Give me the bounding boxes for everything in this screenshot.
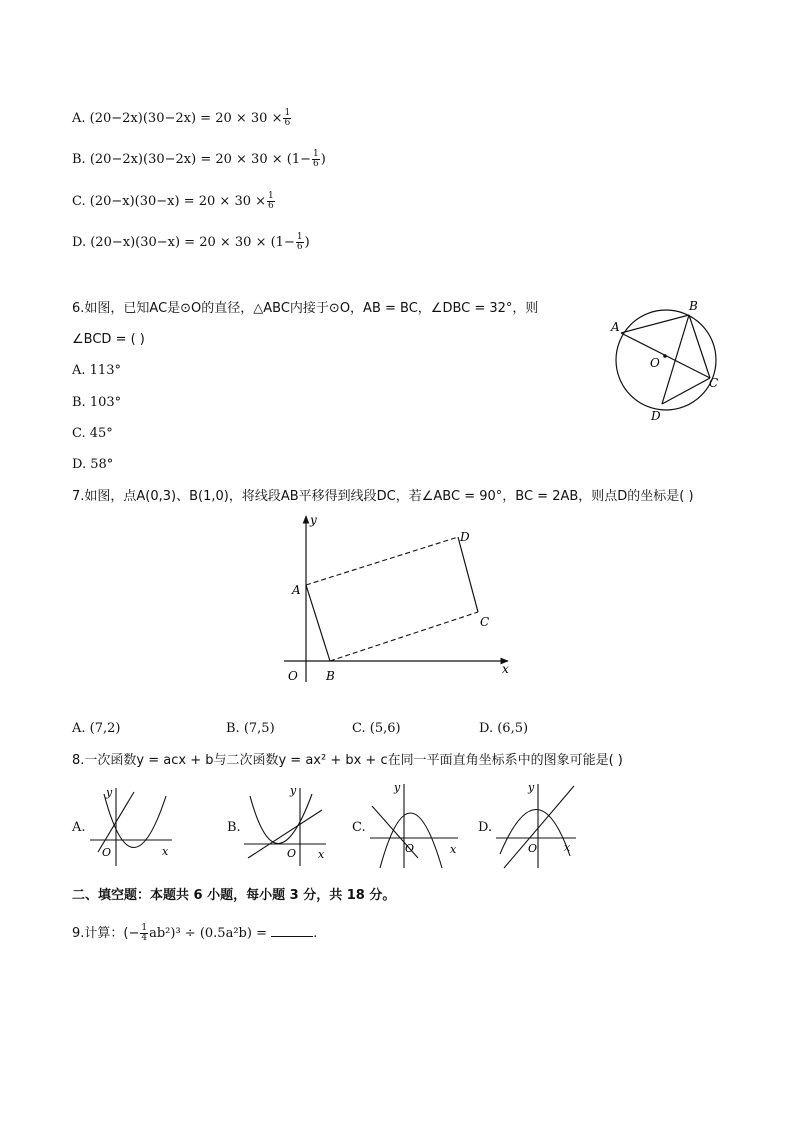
q6-stem-line2: ∠BCD = ( ) [72, 332, 145, 347]
label-a: A [611, 320, 620, 334]
q7-coordinate-figure [278, 510, 518, 690]
center-point [663, 354, 667, 358]
label-o: O [528, 842, 538, 855]
circle-o [616, 310, 719, 410]
section-2-heading: 二、填空题：本题共 6 小题，每小题 3 分，共 18 分。 [72, 888, 396, 903]
q6-circle-figure [605, 296, 735, 426]
q6-stem-line1: 6.如图，已知AC是⊙O的直径，△ABC内接于⊙O，AB = BC，∠DBC = 32°，则 [72, 301, 539, 316]
segment-ab [306, 585, 330, 661]
linear-graph [504, 786, 574, 868]
segment-dc [458, 537, 478, 612]
parabola-graph [380, 813, 442, 868]
linear-graph [248, 810, 322, 858]
label-y: y [528, 781, 535, 794]
q8-stem: 8.一次函数y = acx + b与二次函数y = ax² + bx + c在同一平面直角坐标系中的图象可能是( ) [72, 753, 623, 768]
label-b: B [689, 299, 698, 313]
label-x: x [564, 841, 571, 854]
q7-option-c: C. (5,6) [352, 721, 401, 736]
answer-blank[interactable] [271, 924, 313, 937]
q8-graph-d [492, 780, 582, 870]
q7-option-a: A. (7,2) [72, 721, 121, 736]
label-x: x [502, 662, 509, 676]
label-x: x [450, 843, 457, 856]
q9-middle: ab²)³ ÷ (0.5a²b) = [149, 926, 267, 941]
q5-option-c: C. (20−x)(30−x) = 20 × 30 × $\frac{1}{6}$ [72, 191, 274, 211]
q8-graph-c [366, 780, 466, 870]
label-o: O [102, 846, 112, 859]
segment-bd [662, 315, 689, 404]
q5-option-d: D. (20−x)(30−x) = 20 × 30 × (1− $\frac{1}{6}$ ) [72, 232, 310, 252]
label-y: y [290, 784, 297, 797]
label-o: O [650, 356, 660, 370]
label-o: O [287, 847, 297, 860]
q6-option-d: D. 58° [72, 457, 114, 472]
label-o: O [288, 669, 298, 683]
q5-option-b: B. (20−2x)(30−2x) = 20 × 30 × (1− $\frac{1}{6}$ ) [72, 149, 326, 169]
q8-graph-b [240, 782, 332, 868]
segment-ad [306, 537, 458, 585]
q7-option-d: D. (6,5) [479, 721, 529, 736]
label-d: D [651, 409, 661, 423]
label-x: x [318, 848, 325, 861]
label-d: D [460, 530, 470, 544]
q6-option-c: C. 45° [72, 426, 113, 441]
label-y: y [310, 513, 317, 527]
label-y: y [106, 786, 113, 799]
q9-prefix: 9.计算：(− [72, 926, 140, 941]
q8-option-d-label: D. [478, 820, 493, 835]
q6-option-a: A. 113° [72, 363, 121, 378]
label-x: x [162, 845, 169, 858]
q7-stem: 7.如图，点A(0,3)、B(1,0)，将线段AB平移得到线段DC，若∠ABC = 90°，BC = 2AB，则点D的坐标是( ) [72, 489, 694, 504]
q8-option-a-label: A. [72, 820, 86, 835]
q6-option-b: B. 103° [72, 395, 122, 410]
q8-option-c-label: C. [352, 820, 366, 835]
label-y: y [394, 781, 401, 794]
label-c: C [480, 615, 490, 629]
label-a: A [292, 583, 301, 597]
q7-option-b: B. (7,5) [226, 721, 275, 736]
segment-bc [330, 612, 478, 661]
label-o: O [405, 842, 415, 855]
q9-stem: 9.计算：(− $\frac{1}{4}$ ab²)³ ÷ (0.5a²b) = . [72, 923, 318, 943]
q8-graph-a [86, 782, 176, 868]
label-b: B [326, 669, 335, 683]
label-c: C [709, 376, 719, 390]
q5-option-a: A. (20−2x)(30−2x) = 20 × 30 × $\frac{1}{6}$ [72, 108, 291, 128]
q8-option-b-label: B. [227, 820, 241, 835]
